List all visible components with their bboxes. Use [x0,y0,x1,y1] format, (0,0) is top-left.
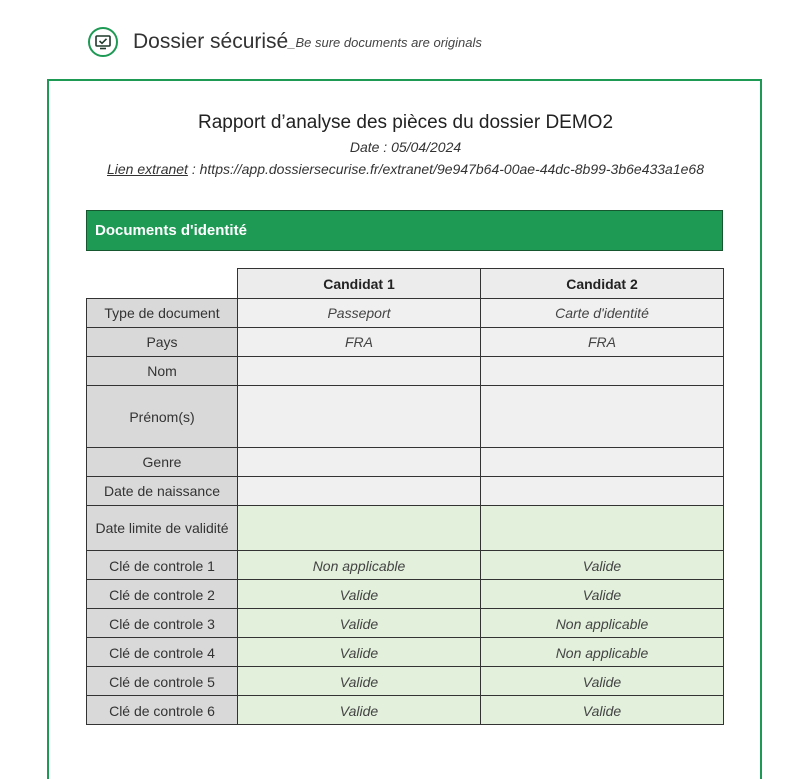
row-value-candidate-1 [238,357,481,386]
row-value-candidate-1: Valide [238,696,481,725]
table-row [87,386,724,448]
section-title: Documents d'identité [95,222,247,239]
row-value-candidate-2: Valide [481,667,724,696]
table-row [87,477,724,506]
row-value-candidate-2: FRA [481,328,724,357]
row-value-candidate-1 [238,448,481,477]
table-row [87,580,724,609]
table-row [87,506,724,551]
table-row [87,299,724,328]
extranet-link-line [0,161,811,177]
extranet-link-url[interactable]: https://app.dossiersecurise.fr/extranet/9e947b64-00ae-44dc-8b99-3b6e433a1e68 [199,161,704,177]
row-value-candidate-2: Valide [481,580,724,609]
row-label: Clé de controle 3 [87,609,238,638]
app-header [88,24,482,60]
row-value-candidate-2 [481,506,724,551]
identity-table [86,268,724,725]
row-label: Clé de controle 1 [87,551,238,580]
column-header-candidate-1: Candidat 1 [238,269,481,299]
table-row [87,357,724,386]
row-value-candidate-1: Valide [238,580,481,609]
row-value-candidate-2: Valide [481,696,724,725]
table-row [87,638,724,667]
row-value-candidate-1 [238,506,481,551]
row-value-candidate-2 [481,386,724,448]
row-label: Genre [87,448,238,477]
row-value-candidate-2 [481,357,724,386]
report-title: Rapport d’analyse des pièces du dossier DEMO2 [197,112,614,133]
row-label: Clé de controle 6 [87,696,238,725]
row-label: Date de naissance [87,477,238,506]
row-value-candidate-1: Valide [238,638,481,667]
row-value-candidate-1: Valide [238,609,481,638]
row-label: Clé de controle 2 [87,580,238,609]
row-value-candidate-1 [238,477,481,506]
table-row [87,328,724,357]
row-value-candidate-1: Valide [238,667,481,696]
extranet-link-label[interactable]: Lien extranet [107,161,188,177]
brand-name: Dossier sécurisé [133,30,289,53]
row-value-candidate-2: Carte d'identité [481,299,724,328]
row-label: Type de document [87,299,238,328]
table-row [87,667,724,696]
row-label: Pays [87,328,238,357]
row-label: Prénom(s) [87,386,238,448]
table-row [87,696,724,725]
row-value-candidate-2 [481,477,724,506]
column-header-candidate-2: Candidat 2 [481,269,724,299]
row-value-candidate-1: FRA [238,328,481,357]
row-value-candidate-2: Non applicable [481,638,724,667]
row-label: Date limite de validité [87,506,238,551]
row-value-candidate-2 [481,448,724,477]
table-row [87,609,724,638]
row-value-candidate-2: Non applicable [481,609,724,638]
row-value-candidate-1: Non applicable [238,551,481,580]
row-label: Clé de controle 4 [87,638,238,667]
table-row [87,448,724,477]
row-value-candidate-1: Passeport [238,299,481,328]
row-label: Nom [87,357,238,386]
table-corner [87,269,238,299]
extranet-link-separator: : [187,161,200,177]
report-date: Date : 05/04/2024 [349,139,462,155]
row-label: Clé de controle 5 [87,667,238,696]
monitor-check-icon [88,27,118,57]
section-identity-documents [86,210,723,251]
row-value-candidate-1 [238,386,481,448]
table-row [87,551,724,580]
row-value-candidate-2: Valide [481,551,724,580]
brand-tagline: _Be sure documents are originals [288,34,482,50]
